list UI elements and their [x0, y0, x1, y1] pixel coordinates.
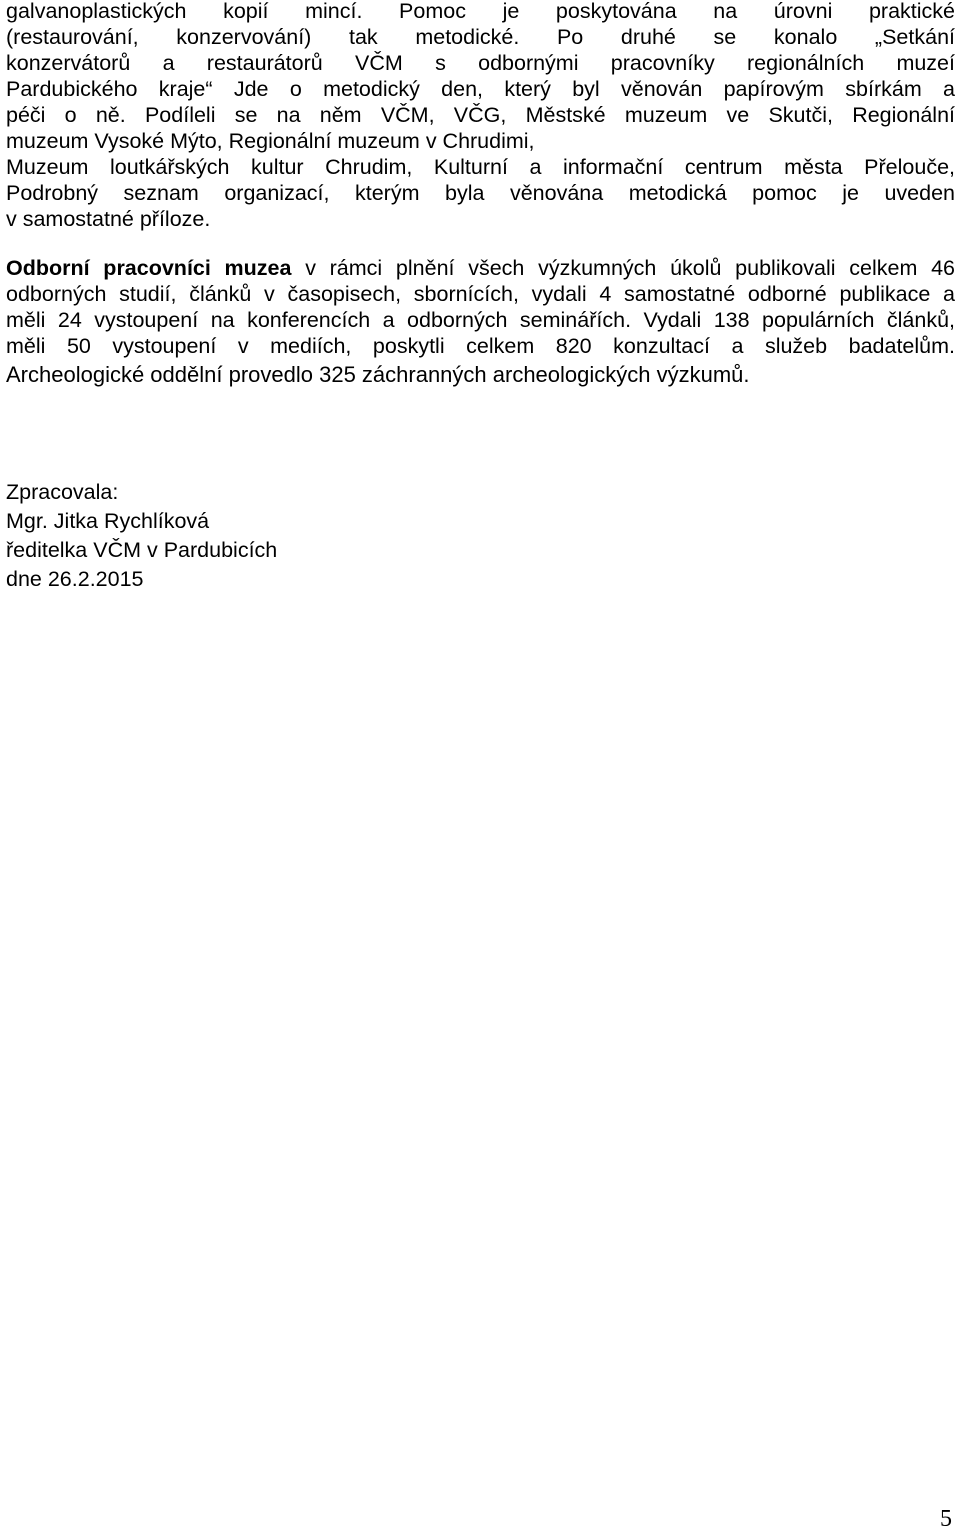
text-line: péči o ně. Podíleli se na něm VČM, VČG, Městské muzeum ve Skutči, Regionální	[6, 103, 955, 127]
signature-block	[6, 478, 277, 594]
text-line: odborných studií, článků v časopisech, sbornících, vydali 4 samostatné odborné publikace a	[6, 282, 955, 306]
bold-lead: Odborní pracovníci muzea	[6, 256, 292, 280]
text-segment: v rámci plnění všech výzkumných úkolů publikovali celkem 46	[291, 256, 956, 280]
paragraph-methodical-help	[6, 0, 955, 232]
text-line: měli 50 vystoupení v mediích, poskytli celkem 820 konzultací a služeb badatelům.	[6, 334, 955, 358]
signature-role: ředitelka VČM v Pardubicích	[6, 538, 278, 562]
text-line: (restaurování, konzervování) tak metodické. Po druhé se konalo „Setkání	[6, 25, 955, 49]
paragraph-publications	[6, 255, 955, 359]
text-line: v samostatné příloze.	[6, 207, 211, 231]
text-line: Podrobný seznam organizací, kterým byla věnována metodická pomoc je uveden	[6, 181, 955, 205]
signature-label: Zpracovala:	[6, 480, 119, 504]
text-line: měli 24 vystoupení na konferencích a odborných seminářích. Vydali 138 populárních článků,	[6, 308, 955, 332]
text-line	[6, 255, 955, 281]
text-line: muzeum Vysoké Mýto, Regionální muzeum v Chrudimi,	[6, 129, 535, 153]
text-line: galvanoplastických kopií mincí. Pomoc je poskytována na úrovni praktické	[6, 0, 955, 23]
text-line: Muzeum loutkářských kultur Chrudim, Kulturní a informační centrum města Přelouče,	[6, 155, 955, 179]
paragraph-archaeology: Archeologické oddělní provedlo 325 záchranných archeologických výzkumů.	[6, 362, 750, 387]
page-number: 5	[940, 1506, 952, 1532]
text-line: konzervátorů a restaurátorů VČM s odbornými pracovníky regionálních muzeí	[6, 51, 955, 75]
text-line: Pardubického kraje“ Jde o metodický den, který byl věnován papírovým sbírkám a	[6, 77, 955, 101]
signature-date: dne 26.2.2015	[6, 567, 144, 591]
signature-name: Mgr. Jitka Rychlíková	[6, 509, 210, 533]
